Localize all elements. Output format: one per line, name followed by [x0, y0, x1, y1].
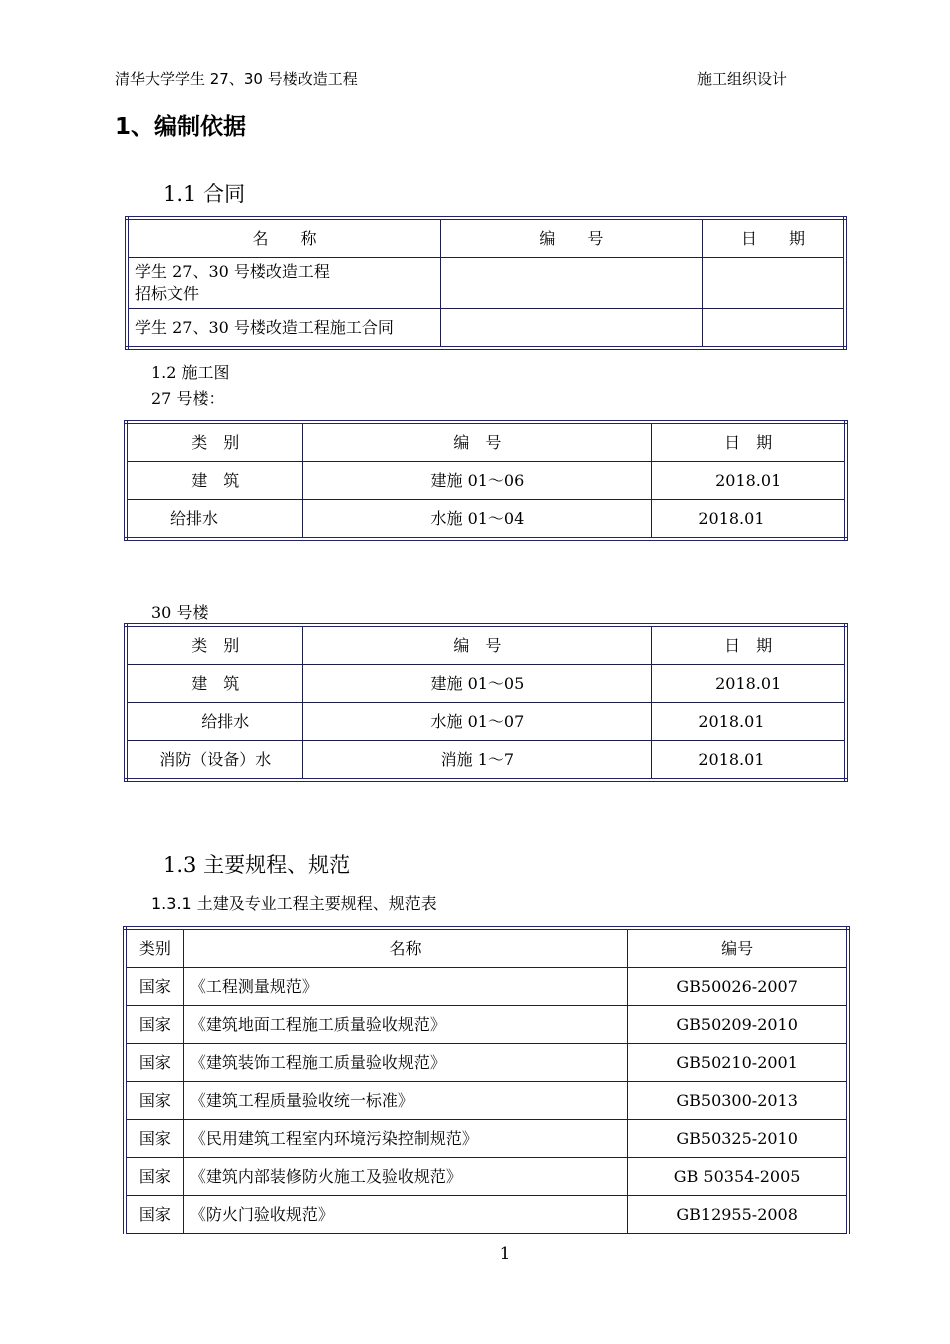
standards-subheading: 1.3.1 土建及专业工程主要规程、规范表 — [151, 894, 437, 913]
standard-code-cell: GB50209-2010 — [628, 1006, 848, 1044]
category-cell: 国家 — [125, 1044, 183, 1082]
table-row — [125, 1006, 848, 1044]
table-row — [127, 309, 845, 349]
col-header-name: 名称 — [183, 928, 627, 968]
standard-code-cell: GB 50354-2005 — [628, 1158, 848, 1196]
contract-name-line1: 学生 27、30 号楼改造工程 — [135, 262, 330, 281]
contract-number-cell — [440, 258, 702, 309]
drawings-heading: 1.2 施工图 — [151, 363, 230, 382]
standard-name-cell: 《防火门验收规范》 — [183, 1196, 627, 1234]
table-row — [125, 1196, 848, 1234]
col-header-name: 名 称 — [127, 218, 440, 258]
section-title: 1、编制依据 — [115, 114, 247, 140]
table-header-row — [127, 218, 845, 258]
table-header-row — [125, 928, 848, 968]
standard-code-cell: GB12955-2008 — [628, 1196, 848, 1234]
type-cell: 给排水 — [126, 500, 303, 540]
contract-name-cell: 学生 27、30 号楼改造工程施工合同 — [127, 309, 440, 349]
drawings-27-table — [124, 420, 848, 541]
header-doc-type: 施工组织设计 — [697, 70, 788, 88]
col-header-category: 类别 — [125, 928, 183, 968]
standard-code-cell: GB50300-2013 — [628, 1082, 848, 1120]
number-cell: 建施 01～06 — [303, 462, 652, 500]
table-row — [126, 500, 846, 540]
category-cell: 国家 — [125, 1006, 183, 1044]
table-row — [125, 1044, 848, 1082]
building-30-label: 30 号楼 — [151, 603, 209, 622]
standard-name-cell: 《建筑内部装修防火施工及验收规范》 — [183, 1158, 627, 1196]
standard-name-cell: 《建筑工程质量验收统一标准》 — [183, 1082, 627, 1120]
category-cell: 国家 — [125, 1082, 183, 1120]
standard-name-cell: 《民用建筑工程室内环境污染控制规范》 — [183, 1120, 627, 1158]
header-project-title: 清华大学学生 27、30 号楼改造工程 — [115, 70, 358, 88]
col-header-type: 类 别 — [126, 422, 303, 462]
col-header-date: 日 期 — [702, 218, 845, 258]
date-cell: 2018.01 — [652, 703, 846, 741]
category-cell: 国家 — [125, 1120, 183, 1158]
contract-date-cell — [702, 258, 845, 309]
category-cell: 国家 — [125, 1158, 183, 1196]
type-cell: 给排水 — [126, 703, 303, 741]
table-row — [125, 1158, 848, 1196]
contract-date-cell — [702, 309, 845, 349]
table-row — [126, 665, 846, 703]
table-header-row — [126, 422, 846, 462]
table-row — [126, 703, 846, 741]
type-cell: 建 筑 — [126, 665, 303, 703]
col-header-number: 编 号 — [303, 625, 652, 665]
date-cell: 2018.01 — [652, 462, 846, 500]
standards-heading: 1.3 主要规程、规范 — [163, 853, 351, 877]
number-cell: 消施 1～7 — [303, 741, 652, 781]
number-cell: 水施 01～04 — [303, 500, 652, 540]
table-header-row — [126, 625, 846, 665]
date-cell: 2018.01 — [652, 741, 846, 781]
type-cell: 建 筑 — [126, 462, 303, 500]
standard-name-cell: 《建筑地面工程施工质量验收规范》 — [183, 1006, 627, 1044]
table-row — [126, 462, 846, 500]
standard-name-cell: 《工程测量规范》 — [183, 968, 627, 1006]
contract-table — [125, 216, 847, 350]
date-cell: 2018.01 — [652, 665, 846, 703]
contract-number-cell — [440, 309, 702, 349]
table-row — [125, 1120, 848, 1158]
col-header-code: 编号 — [628, 928, 848, 968]
date-cell: 2018.01 — [652, 500, 846, 540]
type-cell: 消防（设备）水 — [126, 741, 303, 781]
contract-name-line2: 招标文件 — [135, 284, 200, 303]
table-row — [126, 741, 846, 781]
standard-code-cell: GB50026-2007 — [628, 968, 848, 1006]
table-row — [125, 968, 848, 1006]
col-header-number: 编 号 — [303, 422, 652, 462]
contract-heading: 1.1 合同 — [163, 182, 246, 206]
table-row — [125, 1082, 848, 1120]
standard-code-cell: GB50210-2001 — [628, 1044, 848, 1082]
col-header-type: 类 别 — [126, 625, 303, 665]
category-cell: 国家 — [125, 968, 183, 1006]
contract-name-cell — [127, 258, 440, 309]
table-row — [127, 258, 845, 309]
category-cell: 国家 — [125, 1196, 183, 1234]
col-header-number: 编 号 — [440, 218, 702, 258]
number-cell: 建施 01～05 — [303, 665, 652, 703]
col-header-date: 日 期 — [652, 422, 846, 462]
drawings-30-table — [124, 623, 848, 782]
standard-code-cell: GB50325-2010 — [628, 1120, 848, 1158]
standard-name-cell: 《建筑装饰工程施工质量验收规范》 — [183, 1044, 627, 1082]
col-header-date: 日 期 — [652, 625, 846, 665]
standards-table — [123, 926, 850, 1234]
page-number: 1 — [499, 1244, 511, 1264]
number-cell: 水施 01～07 — [303, 703, 652, 741]
building-27-label: 27 号楼： — [151, 389, 225, 408]
